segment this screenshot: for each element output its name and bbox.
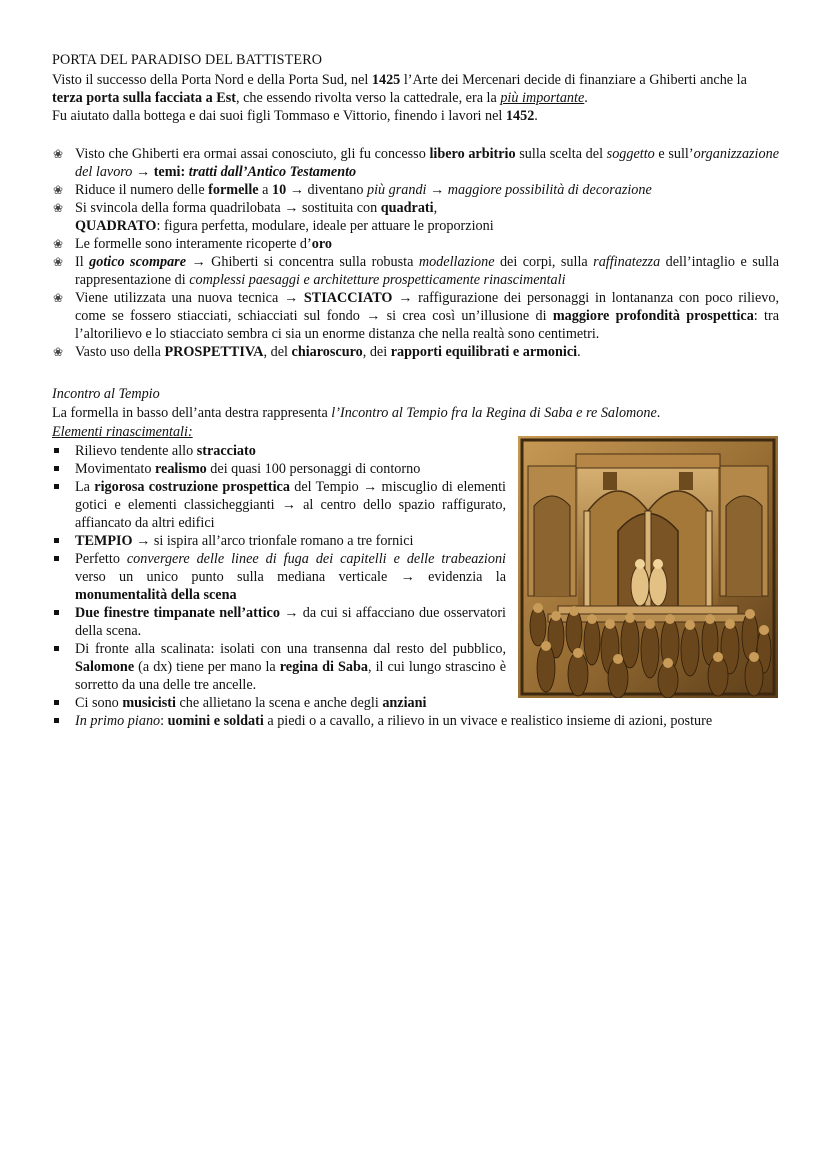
bold-text: oro [311, 236, 332, 252]
list-item [52, 253, 779, 289]
bold-text: TEMPIO [75, 533, 133, 549]
text: e sull’ [654, 146, 694, 162]
text: : figura perfetta, modulare, ideale per attuare le proporzioni [156, 218, 494, 234]
text: → diventano [286, 182, 367, 198]
text: → [426, 182, 448, 198]
text: . [534, 108, 538, 124]
square-bullet-icon [54, 700, 59, 705]
bold-text: musicisti [122, 695, 176, 711]
list-item [52, 199, 779, 235]
list-item [52, 604, 506, 640]
italic-text: complessi paesaggi e architetture prospetticamente rinascimentali [189, 272, 566, 288]
list-item [52, 550, 506, 604]
flower-bullet-icon: ❀ [53, 201, 64, 215]
bold-text: uomini e soldati [167, 713, 264, 729]
list-item [52, 181, 779, 199]
list-item [52, 235, 779, 253]
flower-bullet-icon: ❀ [53, 237, 64, 251]
intro-line-1 [52, 71, 780, 107]
intro-paragraph [52, 71, 780, 125]
italic-text: soggetto [606, 146, 655, 162]
bold-text: Due finestre timpanate nell’attico [75, 605, 280, 621]
bold-text: rigorosa costruzione prospettica [94, 479, 290, 495]
list-item [52, 532, 506, 550]
bold-text: formelle [208, 182, 259, 198]
text: del Tempio → miscuglio di elementi gotici e elementi classicheggianti → al centro dello spazio raffigurato, affiancato da altri edifici [75, 479, 507, 531]
flower-bullet-icon: ❀ [53, 183, 64, 197]
page-title: PORTA DEL PARADISO DEL BATTISTERO [52, 52, 323, 68]
bold-italic-text: tratti dall’Antico Testamento [188, 164, 357, 180]
text: Di fronte alla scalinata: isolati con una transenna dal resto del pubblico, [75, 641, 506, 657]
square-bullet-icon [54, 466, 59, 471]
text: dei corpi, sulla [494, 254, 594, 270]
list-item [52, 289, 779, 343]
text: Il [75, 254, 90, 270]
square-bullet-icon [54, 646, 59, 651]
flower-bullet-icon: ❀ [53, 255, 64, 269]
text: , del [263, 344, 292, 360]
bold-text: QUADRATO [75, 218, 157, 234]
text: Fu aiutato dalla bottega e dai suoi figli Tommaso e Vittorio, finendo i lavori nel [52, 108, 506, 124]
text: che allietano la scena e anche degli [175, 695, 383, 711]
text: → da cui si affacciano due osservatori della scena. [75, 605, 506, 639]
section-subtitle: Elementi rinascimentali: [52, 424, 193, 440]
bold-text: chiaroscuro [291, 344, 363, 360]
square-bullet-icon [54, 538, 59, 543]
bold-text: monumentalità della scena [75, 587, 237, 603]
text: → raffigurazione dei personaggi in lontananza con poco rilievo, come se fossero stiacciati, schiacciati sul fondo → si crea così un’illusione di [75, 290, 779, 324]
italic-text: modellazione [418, 254, 495, 270]
text: . [577, 344, 581, 360]
list-item [52, 640, 506, 694]
bold-text: PROSPETTIVA [164, 344, 264, 360]
bronze-relief-image [518, 436, 778, 698]
italic-text: maggiore possibilità di decorazione [447, 182, 652, 198]
flower-bullet-icon: ❀ [53, 345, 64, 359]
text: Visto il successo della Porta Nord e della Porta Sud, nel [52, 72, 372, 88]
text: Rilievo tendente allo [75, 443, 197, 459]
bold-text: libero arbitrio [429, 146, 516, 162]
text: l’Arte dei Mercenari decide di finanziare a Ghiberti anche la [400, 72, 747, 88]
bold-text: regina di Saba [279, 659, 368, 675]
bold-text: quadrati [380, 200, 434, 216]
text: a piedi o a cavallo, a rilievo in un vivace e realistico insieme di azioni, posture [263, 713, 713, 729]
elements-list [52, 442, 713, 730]
text: , dei [362, 344, 391, 360]
list-item [52, 694, 810, 712]
text: Movimentato [75, 461, 155, 477]
italic-text: convergere delle linee di fuga dei capitelli e delle trabeazioni [126, 551, 506, 567]
text: , [433, 200, 438, 216]
features-list [52, 145, 779, 361]
italic-text: l’Incontro al Tempio fra la Regina di Saba e re Salomone [331, 405, 657, 421]
text: dell’intaglio e sulla rappresentazione di [75, 254, 779, 288]
italic-text: organizzazione del lavoro [75, 146, 779, 180]
text: Le formelle sono interamente ricoperte d’ [75, 236, 312, 252]
list-item [52, 343, 779, 361]
text: Vasto uso della [75, 344, 165, 360]
bold-text: anziani [382, 695, 427, 711]
text: : tra l’altorilievo e lo stiacciato sembra ci sia un enorme distanza che nella realtà sono centimetri. [75, 308, 779, 342]
list-item [52, 145, 779, 181]
text: Riduce il numero delle [75, 182, 209, 198]
bold-text: rapporti equilibrati e armonici [390, 344, 578, 360]
text: sulla scelta del [515, 146, 607, 162]
text: → [132, 164, 154, 180]
text: Perfetto [75, 551, 127, 567]
text: La [75, 479, 95, 495]
text: dei quasi 100 personaggi di contorno [206, 461, 421, 477]
list-item [52, 478, 506, 532]
emphasis-text: più importante [500, 90, 585, 106]
relief-illustration [518, 436, 778, 698]
section-intro [52, 404, 782, 422]
flower-bullet-icon: ❀ [53, 291, 64, 305]
intro-line-2 [52, 107, 780, 125]
year-1452: 1452 [505, 108, 535, 124]
text: : [160, 713, 168, 729]
text: , che essendo rivolta verso la cattedrale, era la [236, 90, 501, 106]
text: (a dx) tiene per mano la [134, 659, 280, 675]
text: Ci sono [75, 695, 123, 711]
bold-text: STIACCIATO [303, 290, 393, 306]
text: Visto che Ghiberti era ormai assai conosciuto, gli fu concesso [75, 146, 430, 162]
bold-text: temi: [153, 164, 189, 180]
text: La formella in basso dell’anta destra rappresenta [52, 405, 332, 421]
list-item [52, 712, 810, 730]
italic-text: In primo piano [75, 713, 161, 729]
bold-text: realismo [155, 461, 207, 477]
bold-text: stracciato [196, 443, 256, 459]
bold-text: maggiore profondità prospettica [552, 308, 754, 324]
bold-italic-text: gotico scompare [89, 254, 186, 270]
list-item [52, 460, 506, 478]
bold-text: 10 [272, 182, 287, 198]
square-bullet-icon [54, 448, 59, 453]
square-bullet-icon [54, 610, 59, 615]
bold-text: Salomone [75, 659, 135, 675]
square-bullet-icon [54, 556, 59, 561]
bold-text: terza porta sulla facciata a Est [52, 90, 237, 106]
square-bullet-icon [54, 484, 59, 489]
text: verso un unico punto sulla mediana verticale → evidenzia la [75, 569, 506, 585]
section-title: Incontro al Tempio [52, 386, 160, 402]
year-1425: 1425 [371, 72, 401, 88]
text: . [584, 90, 588, 106]
text: → Ghiberti si concentra sulla robusta [186, 254, 419, 270]
text: Viene utilizzata una nuova tecnica → [75, 290, 304, 306]
italic-text: raffinatezza [593, 254, 661, 270]
text: . [656, 405, 661, 421]
text: a [258, 182, 272, 198]
flower-bullet-icon: ❀ [53, 147, 64, 161]
list-item [52, 442, 506, 460]
text: → si ispira all’arco trionfale romano a tre fornici [132, 533, 414, 549]
square-bullet-icon [54, 718, 59, 723]
text: , il cui lungo strascino è sorretto da una delle tre ancelle. [75, 659, 506, 693]
text: Si svincola della forma quadrilobata → sostituita con [75, 200, 381, 216]
italic-text: più grandi [366, 182, 427, 198]
